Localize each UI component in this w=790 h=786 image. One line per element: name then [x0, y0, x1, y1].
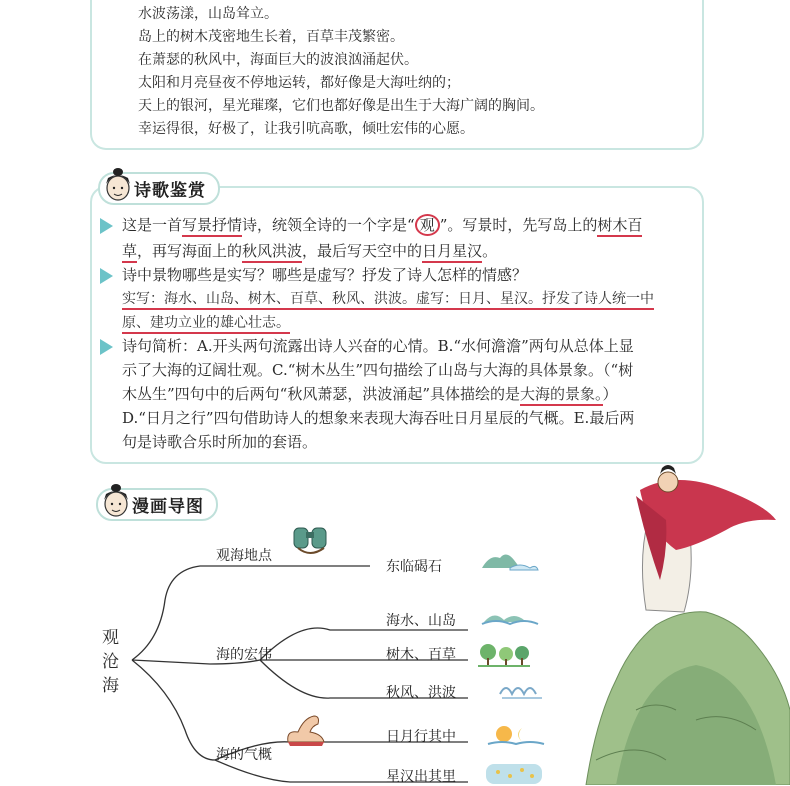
appreciation-answer-line1: 实写：海水、山岛、树木、百草、秋风、洪波。虚写：日月、星汉。抒发了诗人统一中 [122, 287, 654, 311]
branch-spirit: 海的气概 [216, 747, 272, 763]
analysis-line4: D.“日月之行”四句借助诗人的想象来表现大海吞吐日月星辰的气概。E.最后两 [122, 409, 635, 427]
translation-line: 岛上的树木茂密地生长着，百草丰茂繁密。 [138, 29, 404, 45]
leaf-trees-grass: 树木、百草 [386, 647, 456, 663]
milky-way-icon [484, 762, 544, 786]
sea-island-icon [480, 604, 540, 628]
binoculars-icon [292, 520, 332, 556]
flexed-arm-icon [284, 712, 328, 746]
mindmap-root: 观 沧 海 [102, 628, 119, 696]
wind-waves-icon [496, 676, 546, 702]
leaf-wind-waves: 秋风、洪波 [386, 685, 456, 701]
translation-line: 幸运得很，好极了，让我引吭高歌，倾吐宏伟的心愿。 [138, 121, 474, 137]
leaf-jieshi: 东临碣石 [386, 559, 442, 575]
appreciation-title: 诗歌鉴赏 [98, 172, 220, 205]
appreciation-p1-line1: 这是一首写景抒情诗，统领全诗的一个字是“ 观 ”。写景时，先写岛上的树木百 [122, 213, 642, 237]
translation-line: 水波荡漾，山岛耸立。 [138, 6, 278, 22]
branch-location: 观海地点 [216, 548, 272, 564]
rock-coast-icon [480, 546, 540, 574]
translation-line: 在萧瑟的秋风中，海面巨大的波浪汹涌起伏。 [138, 52, 418, 68]
translation-line: 太阳和月亮昼夜不停地运转，都好像是大海吐纳的； [138, 75, 460, 91]
branch-line-spirit [132, 660, 215, 760]
analysis-line5: 句是诗歌合乐时所加的套语。 [122, 433, 318, 451]
analysis-line1: 诗句简析：A.开头两句流露出诗人兴奋的心情。B.“水何澹澹”两句从总体上显 [122, 337, 634, 355]
trees-grass-icon [476, 642, 532, 668]
branch-grandeur: 海的宏伟 [216, 647, 272, 663]
sun-moon-icon [486, 722, 546, 748]
leaf-milky-way: 星汉出其里 [386, 769, 456, 785]
analysis-line3: 木丛生”四句中的后两句“秋风萧瑟，洪波涌起”具体描绘的是大海的景象。） [122, 382, 618, 406]
analysis-line2: 示了大海的辽阔壮观。C.“树木丛生”四句描绘了山岛与大海的具体景象。（“树 [122, 361, 634, 379]
mindmap-title: 漫画导图 [96, 488, 218, 521]
appreciation-p1-line2: 草，再写海面上的秋风洪波，最后写天空中的日月星汉。 [122, 239, 497, 263]
appreciation-answer-line2: 原、建功立业的雄心壮志。 [122, 311, 290, 335]
leaf-sun-moon: 日月行其中 [386, 729, 456, 745]
leaf-water-island: 海水、山岛 [386, 613, 456, 629]
appreciation-question: 诗中景物哪些是实写？哪些是虚写？抒发了诗人怎样的情感？ [122, 266, 528, 284]
translation-line: 天上的银河，星光璀璨，它们也都好像是出生于大海广阔的胸间。 [138, 98, 544, 114]
poet-on-cliff-illustration [576, 460, 790, 785]
